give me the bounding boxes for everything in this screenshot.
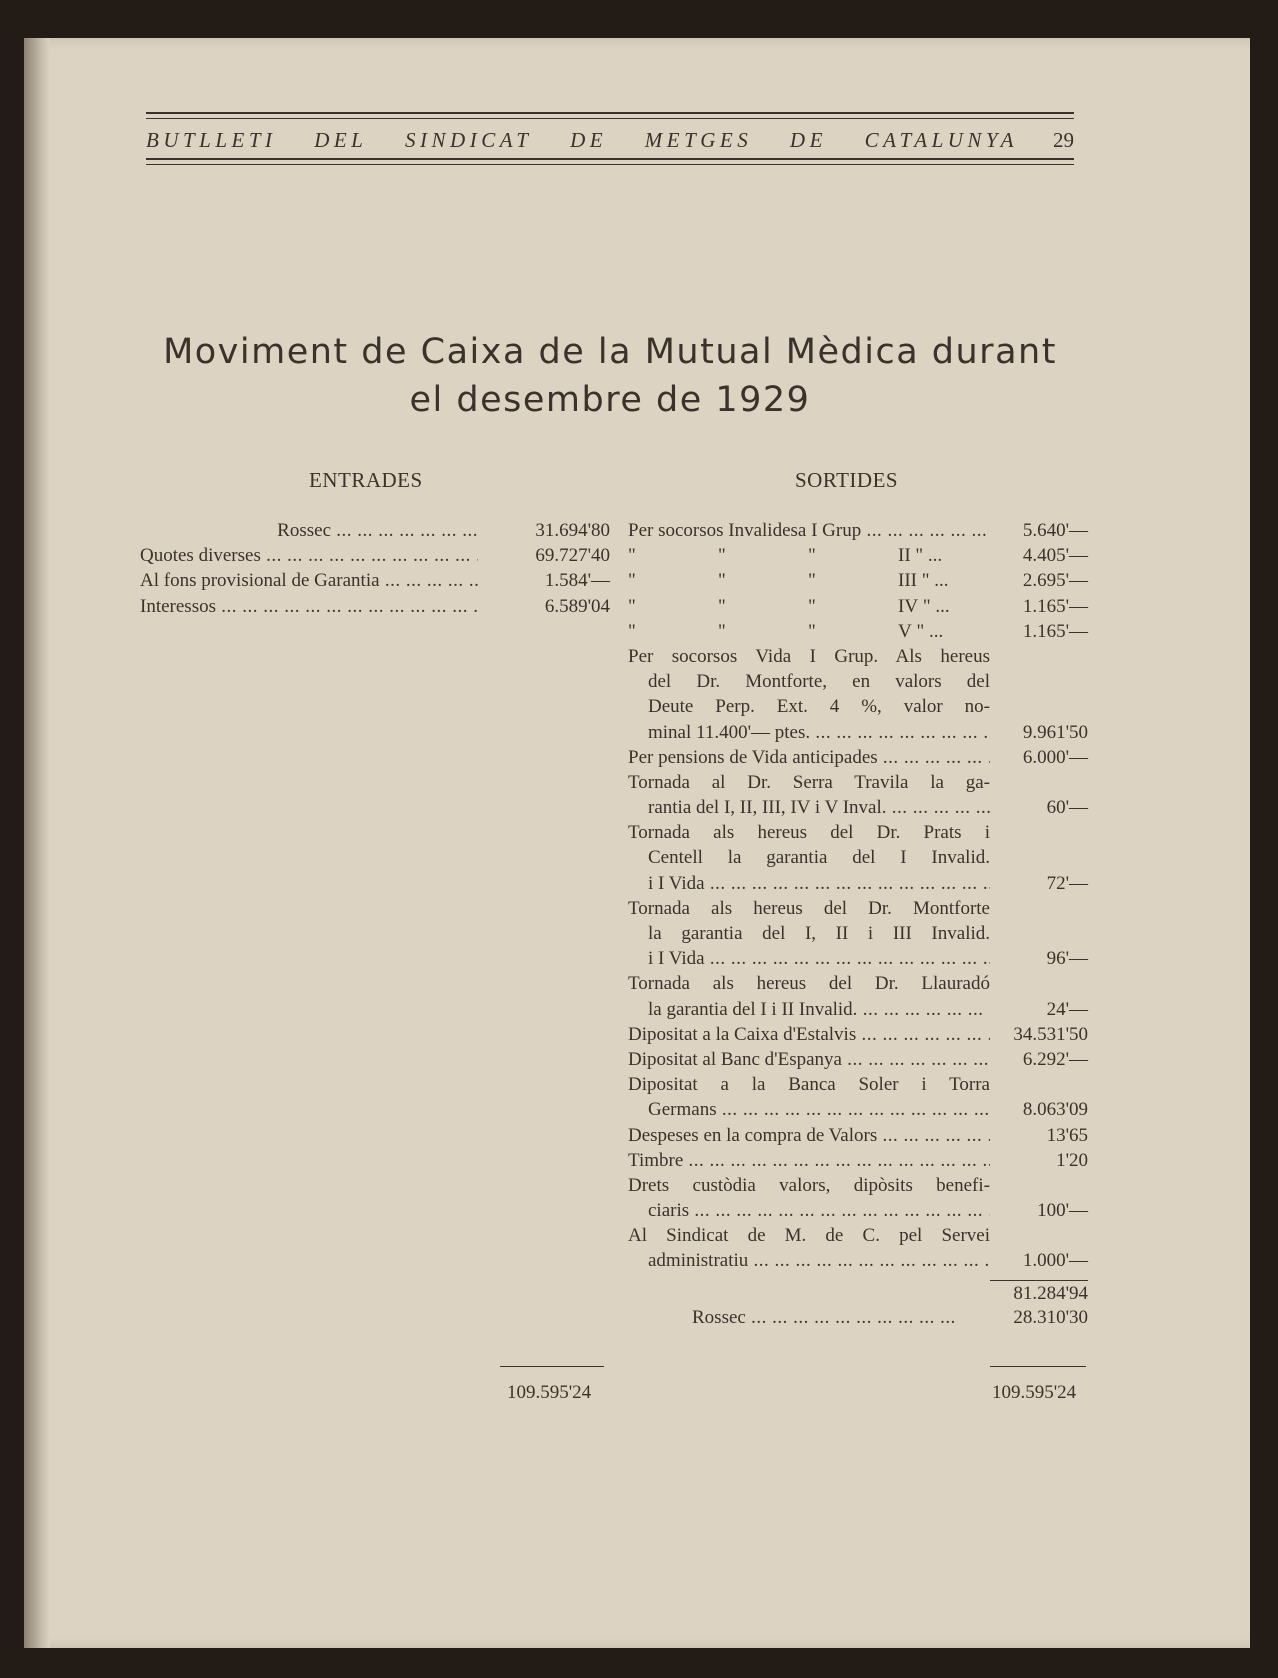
- ledger-row: [628, 1305, 1088, 1330]
- ditto-group: II " ...: [898, 545, 943, 567]
- ditto-mark: ": [808, 545, 816, 567]
- ditto-mark: ": [808, 570, 816, 592]
- ditto-row: [628, 619, 1088, 644]
- ledger-row: [628, 1198, 1088, 1223]
- title-line-1: Moviment de Caixa de la Mutual Mèdica durant: [163, 332, 1057, 372]
- ledger-row: [628, 997, 1088, 1022]
- ditto-group: IV " ...: [898, 595, 950, 617]
- row-description: i I Vida ... .: [628, 946, 990, 971]
- entrades-total: 109.595'24: [507, 1382, 592, 1403]
- row-description: Dipositat al Banc d'Espanya ... .: [628, 1047, 990, 1072]
- ledger-row: [628, 1248, 1088, 1273]
- row-amount: 60'—: [1046, 797, 1088, 819]
- subtotal-amount: 81.284'94: [990, 1280, 1088, 1306]
- ledger-row: [628, 745, 1088, 770]
- ledger-row: [628, 1022, 1088, 1047]
- ditto-row: [628, 568, 1088, 593]
- row-description: administratiu ... .: [628, 1248, 990, 1273]
- ledger-row: [628, 720, 1088, 745]
- row-description: [628, 594, 990, 619]
- row-description: Dipositat a la Banca Soler i Torra: [628, 1074, 990, 1096]
- row-amount: 13'65: [1046, 1124, 1088, 1146]
- ledger-row: [628, 694, 1088, 719]
- row-description: [628, 543, 990, 568]
- row-amount: 6.589'04: [544, 595, 610, 617]
- entrades-total-rule: [500, 1366, 604, 1367]
- row-description: minal 11.400'— ptes. ... .: [628, 720, 990, 745]
- row-description: Tornada als hereus del Dr. Prats i: [628, 822, 990, 844]
- row-amount: 6.000'—: [1022, 746, 1088, 768]
- ledger-row: [628, 971, 1088, 996]
- row-description: Rossec ... ... ... ... ... ... ... ... ... ...: [692, 1306, 956, 1328]
- running-header: [146, 112, 1074, 170]
- ledger-row: [628, 1072, 1088, 1097]
- sortides-total: 109.595'24: [992, 1382, 1077, 1403]
- row-amount: 100'—: [1037, 1200, 1088, 1222]
- ledger-row: [628, 795, 1088, 820]
- title-line-2: el desembre de 1929: [409, 380, 811, 420]
- ledger-row: [140, 518, 610, 543]
- row-amount: 1'20: [1056, 1149, 1088, 1171]
- ledger-row: [628, 644, 1088, 669]
- row-description: Drets custòdia valors, dipòsits benefi-: [628, 1174, 990, 1196]
- ditto-mark: ": [628, 570, 636, 592]
- ledger-row: [628, 1047, 1088, 1072]
- row-amount: 28.310'30: [1013, 1306, 1088, 1328]
- ledger-row: [628, 518, 1088, 543]
- row-amount: 1.165'—: [1022, 595, 1088, 617]
- ledger-row: [140, 568, 610, 593]
- ditto-mark: ": [628, 620, 636, 642]
- running-word: DE: [789, 128, 827, 152]
- sortides-ledger: [628, 518, 1088, 1330]
- row-description: Interessos ... .: [140, 594, 478, 619]
- header-rule: [146, 118, 1074, 119]
- row-amount: 9.961'50: [1022, 721, 1088, 743]
- row-description: Al fons provisional de Garantia ... .: [140, 568, 478, 593]
- row-description: Rossec ... ... ... ... ... ... ...: [277, 520, 478, 541]
- ditto-mark: ": [808, 620, 816, 642]
- row-amount: 24'—: [1046, 998, 1088, 1020]
- row-amount: 1.165'—: [1022, 620, 1088, 642]
- running-word: BUTLLETI: [146, 128, 277, 152]
- subtotal-row: [628, 1280, 1088, 1305]
- running-word: METGES: [644, 128, 753, 152]
- row-amount: 31.694'80: [535, 520, 610, 541]
- row-description: Per socorsos Vida I Grup. Als hereus: [628, 645, 990, 667]
- sortides-heading: SORTIDES: [795, 468, 899, 492]
- ledger-row: [628, 820, 1088, 845]
- row-description: i I Vida ... .: [628, 871, 990, 896]
- row-description: Tornada als hereus del Dr. Llauradó: [628, 973, 990, 995]
- ledger-row: [628, 1173, 1088, 1198]
- row-description: Deute Perp. Ext. 4 %, valor no-: [648, 696, 990, 718]
- row-amount: 1.584'—: [544, 570, 610, 592]
- ledger-row: [628, 1097, 1088, 1122]
- ledger-row: [140, 543, 610, 568]
- header-rule: [146, 164, 1074, 165]
- running-word: DEL: [314, 128, 368, 152]
- row-description: [628, 568, 990, 593]
- row-amount: 2.695'—: [1022, 570, 1088, 592]
- row-description: Al Sindicat de M. de C. pel Servei: [628, 1225, 990, 1247]
- ledger-row: [628, 1223, 1088, 1248]
- row-amount: 96'—: [1046, 948, 1088, 970]
- ditto-mark: ": [718, 595, 726, 617]
- ditto-mark: ": [628, 545, 636, 567]
- row-description: Germans ... .: [628, 1097, 990, 1122]
- ditto-row: [628, 543, 1088, 568]
- ditto-group: III " ...: [898, 570, 949, 592]
- ledger-row: [628, 669, 1088, 694]
- sortides-total-rule: [990, 1366, 1086, 1367]
- row-amount: 8.063'09: [1022, 1099, 1088, 1121]
- ditto-mark: ": [718, 620, 726, 642]
- row-amount: 5.640'—: [1022, 520, 1088, 541]
- row-description: la garantia del I, II i III Invalid.: [648, 923, 990, 944]
- row-description: rantia del I, II, III, IV i V Inval. ... .: [628, 795, 990, 820]
- running-title: [146, 128, 1018, 153]
- row-amount: 34.531'50: [1013, 1023, 1088, 1045]
- row-description: del Dr. Montforte, en valors del: [648, 671, 990, 693]
- ditto-mark: ": [808, 595, 816, 617]
- sortides-entries: [628, 644, 1088, 1274]
- entrades-ledger: [140, 518, 610, 619]
- row-description: Quotes diverses ... .: [140, 543, 478, 568]
- running-word: DE: [570, 128, 608, 152]
- page-title: [130, 328, 1090, 424]
- row-description: Despeses en la compra de Valors ... .: [628, 1123, 990, 1148]
- row-description: Tornada al Dr. Serra Travila la ga-: [628, 771, 990, 793]
- ditto-mark: ": [718, 570, 726, 592]
- ledger-row: [628, 770, 1088, 795]
- ledger-row: [628, 871, 1088, 896]
- row-amount: 6.292'—: [1022, 1048, 1088, 1070]
- running-word: CATALUNYA: [864, 128, 1018, 152]
- row-description: la garantia del I i II Invalid. ... .: [628, 997, 990, 1022]
- ditto-mark: ": [718, 545, 726, 567]
- row-amount: 1.000'—: [1022, 1250, 1088, 1272]
- ledger-row: [628, 896, 1088, 921]
- row-description: Per socorsos Invalidesa I Grup ... .: [628, 518, 990, 543]
- row-description: Timbre ... .: [628, 1148, 990, 1173]
- ditto-mark: ": [628, 595, 636, 617]
- row-description: [628, 619, 990, 644]
- ledger-row: [628, 921, 1088, 946]
- running-word: SINDICAT: [405, 128, 533, 152]
- page-number: 29: [1053, 128, 1074, 152]
- row-description: Per pensions de Vida anticipades ... .: [628, 745, 990, 770]
- ditto-row: [628, 594, 1088, 619]
- ledger-row: [628, 1123, 1088, 1148]
- header-rule: [146, 112, 1074, 114]
- book-spine-shadow: [24, 38, 50, 1648]
- row-description: Dipositat a la Caixa d'Estalvis ... .: [628, 1022, 990, 1047]
- ledger-row: [140, 594, 610, 619]
- entrades-heading: ENTRADES: [309, 468, 423, 492]
- row-description: Tornada als hereus del Dr. Montforte: [628, 897, 990, 919]
- row-description: ciaris ... .: [628, 1198, 990, 1223]
- row-description: Centell la garantia del I Invalid.: [648, 847, 990, 869]
- ditto-group: V " ...: [898, 620, 944, 642]
- row-amount: 69.727'40: [535, 545, 610, 567]
- ledger-row: [628, 946, 1088, 971]
- ledger-row: [628, 845, 1088, 870]
- ledger-row: [628, 1148, 1088, 1173]
- row-amount: 72'—: [1046, 872, 1088, 894]
- row-amount: 4.405'—: [1022, 545, 1088, 567]
- header-rule: [146, 158, 1074, 160]
